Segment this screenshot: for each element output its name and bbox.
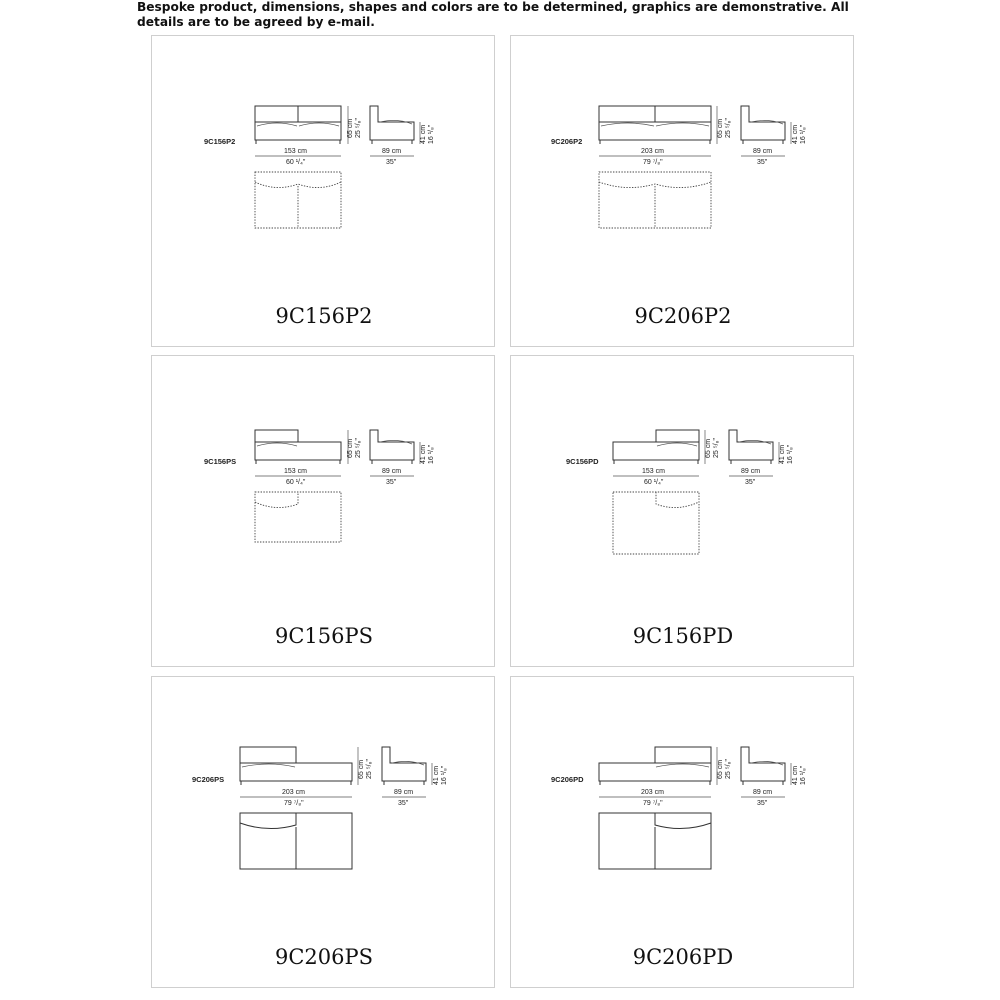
seat-in: 16 ¹/₈" bbox=[787, 444, 794, 464]
panel-title: 9C206P2 bbox=[634, 304, 732, 328]
seat-in: 16 ¹/₈" bbox=[441, 765, 448, 785]
seat-cm: 41 cm bbox=[420, 124, 427, 144]
height-in: 25 ⁵/₈" bbox=[366, 759, 373, 779]
code-label: 9C206PD bbox=[551, 775, 584, 784]
height-in: 25 ⁵/₈" bbox=[355, 118, 362, 138]
code-label: 9C156P2 bbox=[204, 137, 236, 146]
code-label: 9C156PS bbox=[204, 457, 237, 466]
sofa-side bbox=[370, 106, 414, 140]
code-label: 9C206PS bbox=[192, 775, 225, 784]
sofa-seat-front bbox=[599, 122, 711, 140]
depth-in: 35" bbox=[757, 800, 768, 807]
depth-cm: 89 cm bbox=[753, 148, 773, 155]
panel-9c206pd bbox=[510, 676, 854, 988]
panel-9c156p2 bbox=[151, 35, 495, 347]
code-label: 9C206P2 bbox=[551, 137, 583, 146]
panel-title: 9C206PD bbox=[632, 945, 734, 969]
code-label: 9C156PD bbox=[566, 457, 599, 466]
width-cm: 153 cm bbox=[284, 468, 307, 475]
seat-in: 16 ¹/₈" bbox=[800, 124, 807, 144]
diagram-9c156p2 bbox=[152, 36, 496, 348]
sofa-back-front bbox=[655, 747, 711, 763]
panel-9c206ps bbox=[151, 676, 495, 988]
diagram-9c156pd bbox=[511, 356, 855, 668]
seat-cm: 41 cm bbox=[779, 444, 786, 464]
width-cm: 153 cm bbox=[642, 468, 665, 475]
width-in: 79 ⁷/₈" bbox=[643, 800, 663, 807]
seat-in: 16 ¹/₈" bbox=[428, 124, 435, 144]
seat-cm: 41 cm bbox=[792, 765, 799, 785]
width-in: 60 ¹/₄" bbox=[644, 479, 664, 486]
height-in: 25 ⁵/₈" bbox=[355, 438, 362, 458]
seat-cm: 41 cm bbox=[792, 124, 799, 144]
sofa-side bbox=[370, 430, 414, 460]
sofa-seat-front bbox=[240, 763, 352, 781]
disclaimer-note: Bespoke product, dimensions, shapes and colors are to be determined, graphics are demonstrative. All details are to be agreed by e-mail. bbox=[137, 0, 849, 29]
sofa-back-front bbox=[240, 747, 296, 763]
height-cm: 65 cm bbox=[347, 118, 354, 138]
sofa-seat-front bbox=[255, 122, 341, 140]
panel-9c156pd bbox=[510, 355, 854, 667]
panel-title: 9C156P2 bbox=[275, 304, 373, 328]
sofa-side bbox=[382, 747, 426, 781]
sofa-back-front bbox=[656, 430, 699, 442]
panel-title: 9C156PS bbox=[274, 624, 374, 648]
seat-in: 16 ¹/₈" bbox=[428, 444, 435, 464]
sofa-seat-front bbox=[599, 763, 711, 781]
height-in: 25 ⁵/₈" bbox=[725, 759, 732, 779]
height-cm: 65 cm bbox=[717, 759, 724, 779]
height-in: 25 ⁵/₈" bbox=[713, 438, 720, 458]
depth-in: 35" bbox=[386, 159, 397, 166]
diagram-9c206p2 bbox=[511, 36, 855, 348]
width-in: 79 ⁷/₈" bbox=[643, 159, 663, 166]
width-cm: 203 cm bbox=[282, 789, 305, 796]
depth-in: 35" bbox=[398, 800, 409, 807]
depth-in: 35" bbox=[745, 479, 756, 486]
height-cm: 65 cm bbox=[705, 438, 712, 458]
width-in: 79 ⁷/₈" bbox=[284, 800, 304, 807]
depth-cm: 89 cm bbox=[382, 468, 402, 475]
panel-9c206p2 bbox=[510, 35, 854, 347]
depth-cm: 89 cm bbox=[394, 789, 414, 796]
height-cm: 65 cm bbox=[717, 118, 724, 138]
depth-in: 35" bbox=[757, 159, 768, 166]
height-cm: 65 cm bbox=[347, 438, 354, 458]
sofa-side bbox=[741, 106, 785, 140]
sofa-back-front bbox=[255, 430, 298, 442]
panel-9c156ps bbox=[151, 355, 495, 667]
width-in: 60 ¹/₄" bbox=[286, 159, 306, 166]
width-cm: 203 cm bbox=[641, 148, 664, 155]
width-cm: 203 cm bbox=[641, 789, 664, 796]
depth-in: 35" bbox=[386, 479, 397, 486]
diagram-9c156ps bbox=[152, 356, 496, 668]
height-cm: 65 cm bbox=[358, 759, 365, 779]
sofa-side bbox=[729, 430, 773, 460]
panel-title: 9C156PD bbox=[632, 624, 734, 648]
sofa-seat-front bbox=[613, 442, 699, 460]
sofa-seat-front bbox=[255, 442, 341, 460]
diagram-9c206pd bbox=[511, 677, 855, 989]
width-in: 60 ¹/₄" bbox=[286, 479, 306, 486]
diagram-9c206ps bbox=[152, 677, 496, 989]
depth-cm: 89 cm bbox=[382, 148, 402, 155]
height-in: 25 ⁵/₈" bbox=[725, 118, 732, 138]
seat-cm: 41 cm bbox=[433, 765, 440, 785]
depth-cm: 89 cm bbox=[741, 468, 761, 475]
seat-cm: 41 cm bbox=[420, 444, 427, 464]
seat-in: 16 ¹/₈" bbox=[800, 765, 807, 785]
sofa-side bbox=[741, 747, 785, 781]
panel-title: 9C206PS bbox=[274, 945, 374, 969]
depth-cm: 89 cm bbox=[753, 789, 773, 796]
width-cm: 153 cm bbox=[284, 148, 307, 155]
